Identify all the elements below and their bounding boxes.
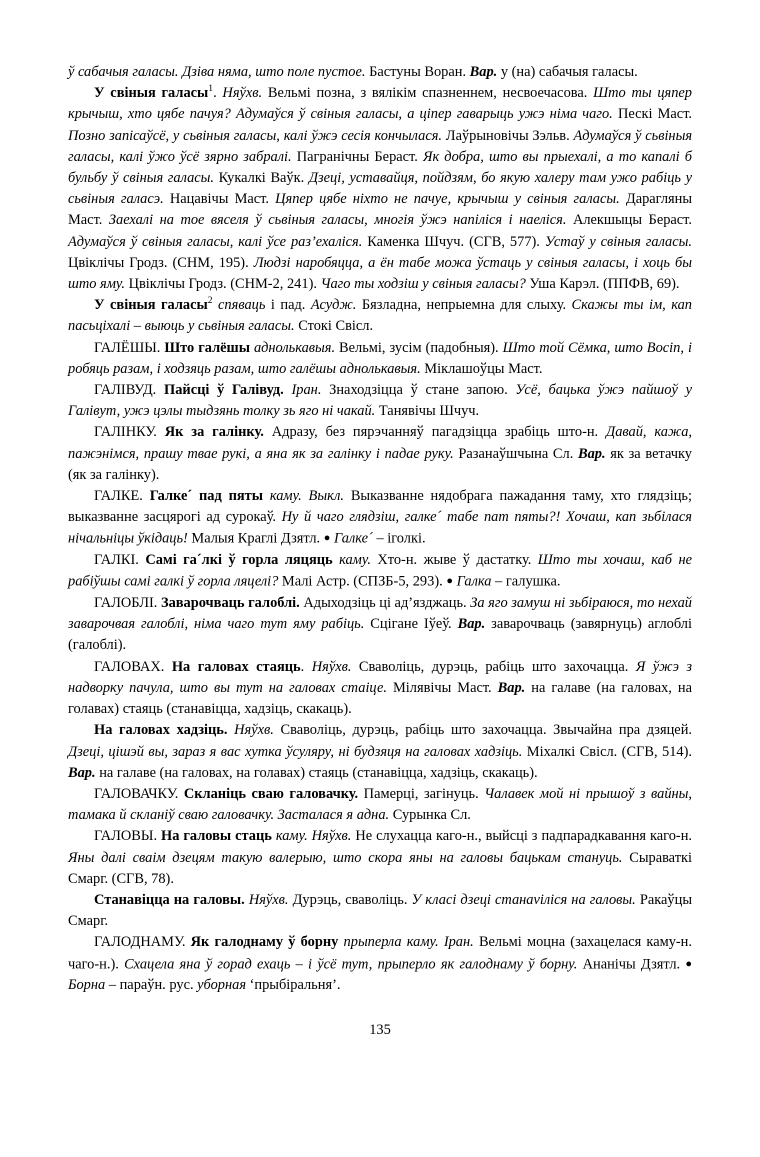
text-run-roman: заварочваць (завярнуць) аглоблі (галоблі). — [68, 616, 692, 654]
text-run-italic: Няўхв. — [222, 85, 263, 102]
text-run-italic: Давай, кажа, пажэнімся, прашу твае рукі, а яна як за галінку і падае руку. — [68, 424, 692, 462]
entry-paragraph — [68, 657, 692, 721]
text-run-italic: Заехалі на тое вяселя ў сьвіныя галасы, многія ўжэ напіліся і наеліся. — [108, 212, 567, 229]
text-run-bold: У свіныя галасы — [94, 297, 208, 314]
text-run-italic: Борна — [68, 977, 106, 994]
entry-paragraph — [68, 890, 692, 932]
text-run-roman: ГАЛОВАХ. — [94, 658, 172, 675]
text-run-bold: Пайсці ў Галівуд. — [164, 382, 284, 399]
text-run-bold: Станавіцца на галовы. — [94, 891, 245, 908]
text-run-roman — [263, 488, 270, 504]
text-run-bold: У свіныя галасы — [94, 85, 209, 102]
text-run-italic: Іран. — [291, 382, 322, 399]
text-run-bold-italic: Вар. — [68, 764, 96, 781]
text-run-italic: Яны далі сваім дзецям такую валерыю, што скора яны на галовы бацькам стануць. — [68, 849, 623, 866]
text-run-bullet: ● — [446, 575, 453, 588]
text-run-italic: Галка — [456, 573, 492, 590]
text-run-italic: Галке´ — [333, 530, 373, 547]
text-run-roman: Бастуны Воран. — [365, 64, 470, 80]
text-run-roman: Сурынка Сл. — [389, 807, 471, 824]
text-run-roman: – іголкі. — [372, 530, 426, 547]
text-run-italic: Чаго ты ходзіш у свіныя галасы? — [320, 276, 526, 293]
text-run-roman: Малыя Краглі Дзятл. — [187, 530, 324, 547]
text-run-bold-italic: Вар. — [469, 64, 498, 80]
text-run-roman: Танявічы Шчуч. — [375, 403, 480, 420]
text-run-roman: Лаўрыновічы Зэльв. — [442, 127, 574, 144]
text-run-bold: На галовах хадзіць. — [94, 722, 228, 739]
text-run-bold-italic: Вар. — [497, 679, 526, 696]
text-run-italic: каму. — [339, 552, 371, 569]
text-run-roman: Стокі Свісл. — [294, 318, 374, 335]
text-run-roman: Вельмі позна, з вялікім спазненнем, несвоечасова. — [262, 85, 594, 102]
text-run-italic: Устаў у свіныя галасы. — [544, 233, 692, 250]
text-run-roman: Каменка Шчуч. (СГВ, 577). — [362, 233, 545, 250]
text-run-roman: ГАЛОВЫ. — [94, 828, 162, 845]
text-run-roman: Малі Астр. (СПЗБ-5, 293). — [278, 573, 447, 590]
text-run-roman: Адыходзіць ці ад’язджаць. — [299, 595, 471, 612]
text-run-roman: Мілявічы Маст. — [386, 679, 498, 696]
text-run-bold-italic: Вар. — [457, 616, 486, 633]
entry-paragraph — [68, 826, 692, 890]
entry-paragraph — [68, 295, 692, 337]
text-run-italic: Няўхв. — [311, 658, 352, 675]
text-run-bold: Як галоднаму ў борну — [190, 934, 339, 951]
text-run-roman: як за ветачку (як за галінку). — [68, 445, 692, 483]
text-run-roman: на галаве (на галовах, на голавах) стаяць (станавіцца, хадзіць, скакаць). — [95, 764, 538, 781]
text-run-italic: Людзі наробяцца, а ён табе можа ўстаць у свіныя галасы, і хоць бы што яму. — [68, 254, 692, 293]
text-run-bold: Скланіць сваю галовачку. — [183, 785, 359, 802]
text-run-italic: уборная — [197, 977, 247, 994]
entry-paragraph — [68, 932, 692, 996]
text-run-roman: Дурэць, сваволіць. — [288, 891, 412, 908]
text-run-roman: – параўн. рус. — [105, 977, 198, 994]
text-run-bold: На галовах стаяць — [171, 658, 301, 675]
text-run-roman: ГАЛКІ. — [94, 552, 146, 569]
text-run-italic: спяваць — [218, 297, 266, 314]
text-run-italic: За яго замуш ні зьбіраюся, то нехай заварочвая галоблі, німа чаго тут яму рабіць. — [68, 595, 692, 633]
text-run-roman: Дарагляны Маст. — [68, 191, 693, 229]
text-run-italic: Дзеці, цішэй вы, зараз я вас хутка ўсуляру, ні будзяця на галовах хадзіць. — [68, 743, 523, 760]
entry-paragraph — [68, 550, 692, 593]
text-run-italic: Позно запісаўсё, у сьвіныя галасы, калі ўжэ сесія кончылася. — [68, 127, 442, 144]
text-run-italic: Няўхв. — [234, 722, 274, 739]
text-run-roman: Цвіклічы Гродз. (СНМ, 195). — [68, 254, 254, 271]
text-run-roman: Адразу, без пярэчанняў пагадзіцца зрабіць што-н. — [263, 424, 607, 441]
text-run-superscript: 2 — [207, 295, 213, 307]
text-run-italic: Схацела яна ў горад ехаць – і ўсё тут, прыперло як галоднаму ў борну. — [124, 956, 578, 973]
text-run-italic: Як добра, што вы прыехалі, а то капалі б бульбу ў свіныя галасы. — [68, 148, 693, 187]
text-run-italic: Што ты хочаш, каб не рабіўшы самі галкі ў горла ляцелі? — [68, 552, 692, 590]
text-run-italic: Ну й чаго глядзіш, галке´ табе пат пяты?! Хочаш, кап зьбілася нічальніцы ўкідаць! — [68, 509, 692, 547]
text-run-roman: Памерці, загінуць. — [358, 785, 485, 802]
text-run-roman: Пагранічны Бераст. — [291, 148, 423, 165]
text-run-roman: Знаходзіцца ў стане запою. — [321, 382, 516, 399]
text-run-italic: каму. Выкл. — [269, 488, 344, 505]
text-run-roman: Хто-н. жыве ў дастатку. — [370, 552, 538, 569]
text-run-italic: прыперла каму. Іран. — [343, 934, 474, 951]
text-run-italic: аднолькавыя. — [253, 339, 336, 356]
text-run-italic: Адумаўся ў свіныя галасы, калі ўсе раз’ехаліся. — [68, 233, 363, 250]
text-run-roman: ГАЛОВАЧКУ. — [94, 785, 184, 802]
text-run-roman: ГАЛІВУД. — [94, 382, 165, 399]
text-run-roman: Ананічы Дзятл. — [577, 956, 686, 973]
text-run-italic: Дзеці, уставайця, пойдзям, бо якую халеру там ужо рабіць у сьвіныя галасэ. — [68, 170, 692, 208]
text-run-roman: – галушка. — [491, 573, 561, 590]
text-run-italic: Адумаўся ў сьвіныя галасы, калі ўжо ўсё зярно забралі. — [68, 127, 693, 165]
text-run-roman: ГАЛІНКУ. — [94, 424, 165, 441]
text-run-roman: Сыраваткі Смарг. (СГВ, 78). — [68, 849, 692, 887]
text-run-roman: Вельмі моцна (захацелася каму-н. чаго-н.). — [68, 934, 692, 973]
text-run-italic: Што той Сёмка, што Восіп, і робяць разам, і ходзяць разам, што галёшы аднолькавыя. — [68, 339, 692, 377]
text-run-italic: каму. Няўхв. — [275, 828, 352, 845]
text-run-roman — [284, 382, 292, 398]
text-run-roman: Сваволіць, дурэць, рабіць што захочацца. — [351, 658, 636, 675]
entry-paragraph — [68, 784, 692, 826]
text-run-italic: Я ўжэ з надворку пачула, што вы тут на галовах стаіце. — [68, 658, 693, 696]
text-run-bold: Галке´ пад пяты — [149, 488, 263, 505]
text-run-roman: Уша Карэл. (ППФВ, 69). — [525, 276, 680, 293]
text-run-italic: Усё, бацька ўжэ пайшоў у Галівут, ужэ цэлы тыдзянь толку зь яго ні чакай. — [68, 382, 692, 420]
entry-paragraph — [68, 593, 692, 657]
text-run-italic: Няўхв. — [248, 891, 289, 908]
text-run-superscript: 1 — [208, 83, 214, 95]
text-run-bullet: ● — [685, 957, 692, 970]
text-run-italic: Скажы ты ім, кап пасьціхалі – выюць у сьвіныя галасы. — [68, 297, 692, 335]
text-run-roman: Бязладна, непрыемна для слыху. — [356, 297, 572, 314]
text-run-roman: Вельмі, зусім (падобныя). — [335, 339, 503, 356]
text-run-italic: У класі дзеці станаviліся на галовы. — [411, 891, 636, 908]
text-run-italic: Што ты цяпер крычыш, хто цябе пачуя? Адумаўся ў свіныя галасы, а ціпер гаварыць ужэ німа чаго. — [68, 85, 692, 123]
entry-paragraph — [68, 486, 692, 550]
text-run-roman: ‘прыбіральня’. — [246, 977, 341, 994]
text-run-roman: ГАЛКЕ. — [94, 488, 150, 505]
text-run-roman: Міхалкі Свісл. (СГВ, 514). — [522, 743, 692, 760]
entry-paragraph — [68, 380, 692, 422]
text-run-roman: ГАЛОБЛІ. — [94, 595, 161, 612]
text-run-roman: Кукалкі Ваўк. — [214, 170, 309, 187]
text-run-roman: Разанаўшчына Сл. — [453, 445, 579, 462]
text-run-bullet: ● — [323, 532, 331, 545]
entry-paragraph — [68, 62, 692, 83]
text-run-bold: Як за галінку. — [164, 424, 264, 441]
text-run-roman: Пескі Маст. — [612, 106, 692, 123]
text-run-roman: Нацавічы Маст. — [163, 191, 276, 208]
entry-paragraph — [68, 422, 692, 486]
text-run-roman: ГАЛЁШЫ. — [94, 339, 165, 356]
text-run-roman: Міклашоўцы Маст. — [420, 360, 543, 377]
text-run-bold-italic: Вар. — [578, 445, 606, 462]
text-run-bold: Заварочваць галоблі. — [160, 595, 300, 612]
text-run-italic: ў сабачыя галасы. Дзіва няма, што поле пустое. — [68, 64, 366, 80]
text-run-roman: на галаве (на галовах, на голавах) стаяць (станавіцца, хадзіць, скакаць). — [68, 679, 692, 718]
text-run-roman: Не слухацца каго-н., выйсці з падпарадкавання каго-н. — [351, 828, 692, 845]
text-run-roman: Сваволіць, дурэць, рабіць што захочацца. Звычайна пра дзяцей. — [273, 722, 692, 739]
text-run-roman: Алекшыцы Бераст. — [566, 212, 692, 229]
entry-paragraph — [68, 720, 692, 784]
text-run-italic: Чалавек мой ні прышоў з вайны, тамака й скланіў сваю галовачку. Засталася я адна. — [68, 785, 693, 824]
text-run-roman: у (на) сабачыя галасы. — [497, 64, 638, 80]
entry-paragraph — [68, 338, 692, 380]
text-run-italic: Асудж. — [310, 297, 357, 314]
text-run-roman: . — [213, 85, 223, 102]
text-run-bold: Што галёшы — [164, 339, 250, 356]
text-run-bold: На галовы стаць — [161, 828, 272, 845]
page-text-block — [68, 62, 692, 1022]
text-run-roman: Ракаўцы Смарг. — [68, 891, 692, 930]
text-run-roman: ГАЛОДНАМУ. — [94, 934, 191, 951]
dictionary-entries — [68, 62, 692, 996]
text-run-roman: Сцігане Іўеў. — [364, 616, 458, 633]
entry-paragraph — [68, 83, 692, 295]
page-number: 135 — [369, 1022, 391, 1038]
text-run-roman: Цвіклічы Гродз. (СНМ-2, 241). — [125, 276, 321, 293]
text-run-italic: Цяпер цябе ніхто не пачуе, крычыш у свіныя галасы. — [275, 191, 620, 208]
text-run-roman: і пад. — [265, 297, 311, 314]
text-run-bold: Самі га´лкі ў горла ляцяць — [145, 552, 333, 569]
text-run-roman: Выказванне нядобрага пажадання таму, хто глядзіць; выказванне засцярогі ад сурокаў. — [68, 488, 692, 526]
text-run-roman: . — [300, 658, 312, 675]
